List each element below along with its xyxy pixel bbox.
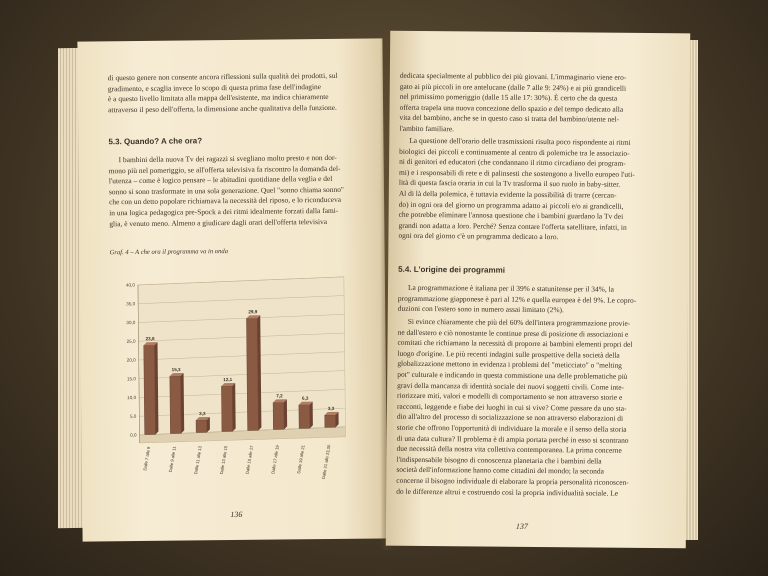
right-paragraph-4-line: luogo d'origine. Le più recenti indagini sulle prospettive della società della [397, 348, 620, 360]
right-paragraph-4-line: Si evince chiaramente che più del 60% dell'intera programmazione provie- [407, 316, 631, 328]
right-paragraph-4-line: due necessità della nostra vita collettiva contemporanea. La prima concerne [396, 443, 622, 455]
left-paragraph [109, 153, 372, 230]
right-paragraph-2-line: do) in ogni ora del giorno un programma adatto ai piccoli e/o ai grandicelli, [398, 199, 624, 211]
y-tick-label: 15,0 [126, 376, 136, 382]
chart-caption: Graf. 4 – A che ora il programma va in onda [109, 248, 229, 257]
y-tick-label: 35,0 [126, 301, 136, 307]
page-number-left: 136 [230, 509, 243, 520]
right-paragraph-2-line: lità di questa fascia oraria in cui la Tv trasforma il suo ruolo in baby-sitter. [398, 178, 621, 190]
right-paragraph-2-line: grandi non adatta a loro. Perché? Senza contare l'offerta satellitare, infatti, in [398, 220, 627, 232]
y-tick-label: 10,0 [127, 395, 137, 401]
bar [273, 402, 284, 429]
x-category-label: Dalle 17 alle 19 [270, 444, 280, 475]
data-label: 3,3 [199, 411, 206, 417]
y-tick-label: 25,0 [126, 338, 136, 344]
right-paragraph-4-line: do le differenze altrui e costruendo così la propria individualità sociale. Le [396, 486, 619, 498]
right-paragraph-3-line: La programmazione è italiana per il 39% e statunitense per il 34%, la [407, 282, 615, 294]
data-label: 7,2 [276, 393, 283, 399]
right-paragraph-2-line: mi) e i responsabili di rete e di palinsesti che sostengono a livello europeo l'uti- [398, 167, 635, 179]
right-intro-line: l'ambito familiare. [399, 123, 455, 134]
bar-side [232, 383, 236, 431]
right-paragraph-4-line: gravi della mancanza di identità sociale dei nuovi soggetti civili. Come inte- [397, 380, 625, 392]
right-intro-line: nel primissimo pomeriggio (dalle 15 alle 17: 30%). È certo che da questa [399, 91, 618, 103]
right-paragraph-3 [398, 283, 670, 317]
right-intro-line: dedicata specialmente al pubblico dei più giovani. L'immaginario viene ero- [399, 70, 627, 82]
x-category-label: Dalle 21 alle 23,30 [320, 444, 332, 480]
right-paragraph-2-line: ni di genitori ed educatori (che condannano il ritmo circadiano dei program- [399, 156, 626, 168]
data-label: 15,3 [171, 367, 181, 373]
bar [299, 405, 310, 429]
bar [144, 345, 156, 434]
x-category-label: Dalle 11 alle 13 [193, 445, 203, 475]
right-paragraph-4-line: storie che offrono l'opportunità di individuare la morale e il senso della storia [396, 422, 627, 434]
data-label: 29,9 [248, 309, 258, 315]
section-heading-5-3: 5.3. Quando? A che ora? [108, 136, 203, 147]
right-paragraph-4-line: comitati che richiamano la necessità di proporre ai bambini elementi propri del [397, 337, 633, 350]
y-tick-label: 20,0 [126, 357, 136, 363]
data-label: 12,1 [223, 377, 233, 383]
y-tick-label: 5,0 [129, 413, 137, 419]
right-paragraph-2-line: La questione dell'orario delle trasmissioni risulta poco rispondente ai ritmi [409, 135, 631, 147]
data-label: 3,3 [327, 405, 335, 412]
right-paragraph-4-line: pot" culturale e indicando in questa commistione una delle problematiche più [397, 369, 628, 381]
x-category-label: Dalle 15 alle 17 [244, 445, 255, 475]
x-category-label: Dalle 9 alle 11 [167, 445, 177, 473]
page-number-right: 137 [515, 521, 528, 531]
right-paragraph-3-line: duzioni con l'estero sono in numero assai limitato (2%). [397, 303, 564, 315]
data-label: 6,3 [301, 395, 309, 401]
right-intro-line: gato ai più piccoli in ore antelucane (dalle 7 alle 9: 24%) e ai più grandicelli [399, 81, 627, 93]
x-category-label: Dalle 7 alle 9 [142, 446, 152, 471]
bar-chart [112, 267, 354, 498]
bar-side [284, 399, 287, 429]
bar [221, 386, 232, 431]
bar-side [181, 373, 185, 433]
right-paragraph-4 [396, 317, 670, 499]
right-intro-line: offerta trapela una nuova concezione dello spazio e del tempo dedicato alla [399, 102, 624, 114]
left-paragraph-line: in una logica pedagogica pre-Spock a dei ritmi idealmente forzati dalla fami- [109, 205, 339, 218]
right-paragraph-4-line: globalizzazione mettono in evidenza i problemi del "meticciato" o "melting [397, 359, 622, 371]
data-label: 23,8 [145, 336, 155, 342]
left-intro-line: di questo genere non consente ancora riflessioni sulla qualità dei prodotti, sul [107, 70, 338, 83]
right-page [386, 31, 690, 549]
right-paragraph-2-line: biologici dei piccoli e continuamente al centro di polemiche tra le associazio- [399, 146, 630, 158]
left-paragraph-line: l'utenza – come è logico pensare – le abitudini quotidiane della veglia e del [108, 174, 333, 186]
x-category-label: Dalle 13 alle 15 [218, 445, 229, 475]
right-paragraph-4-line: dio all'altro del processo di socializzazione se non attraverso elaborazioni di [396, 412, 624, 424]
right-paragraph-4-line: l'indispensabile bisogno di conoscenza planetaria che i bambini della [396, 454, 602, 466]
section-heading-5-4: 5.4. L'origine dei programmi [398, 264, 506, 275]
right-intro-text [399, 71, 672, 137]
left-paragraph-line: che con un detto popolare richiamava la necessità del riposo, e lo riconduceva [109, 195, 342, 207]
bar [170, 376, 181, 433]
bar [246, 318, 258, 430]
right-paragraph-2-line: ogni ora del giorno c'è un programma dedicato a loro. [398, 231, 559, 242]
left-page [77, 38, 387, 541]
right-paragraph-2-line: che potrebbe eliminare l'annosa questione che i bambini guardano la Tv dei [398, 209, 624, 221]
left-intro-line: è a questo livello limitata alla mappa dell'esistente, ma indica chiaramente [107, 92, 329, 104]
y-tick-label: 0,0 [130, 432, 137, 438]
right-paragraph-3-line: programmazione giapponese è pari al 12% e quella europea è del 9%. Le copro- [397, 293, 637, 305]
right-paragraph-4-line: riorizzare miti, valori e modelli di comportamento se non attraverso storie e [397, 390, 623, 402]
left-intro-text [108, 71, 370, 116]
left-paragraph-line: mono più nel pomeriggio, se all'offerta televisiva fa riscontro la domanda del- [108, 163, 341, 175]
right-paragraph-2 [398, 136, 671, 244]
right-paragraph-4-line: concerne il bisogno individuale di elaborare la propria personalità riconoscen- [396, 475, 629, 487]
bar-side [310, 402, 313, 429]
bar [325, 415, 336, 427]
y-tick-label: 40,0 [125, 282, 135, 288]
right-paragraph-4-line: racconti, leggende e fiabe dei luoghi in cui si vive? Come passare da uno sta- [396, 401, 627, 413]
y-tick-label: 30,0 [126, 320, 136, 326]
right-paragraph-4-line: ne dall'estero e ciò nonostante le continue prese di posizione di associazioni e [397, 327, 629, 339]
left-paragraph-line: sonno si sono trasformate in una sola generazione. Quel "sonno chiama sonno" [108, 184, 344, 197]
right-paragraph-4-line: di una data cultura? Il problema è di ampia portata perché in esso si scontrano [396, 433, 629, 445]
left-paragraph-line: I bambini della nuova Tv dei ragazzi si svegliano molto presto e non dor- [118, 152, 337, 165]
right-paragraph-2-line: Al di là della polemica, è tuttavia evidente la possibilità di trarre (cercan- [398, 188, 617, 200]
bar [196, 420, 207, 432]
left-intro-line: attraverso il peso dell'offerta, la dimensione anche qualitativa della funzione. [108, 102, 337, 115]
bar-chart-svg [112, 267, 354, 498]
right-intro-line: vita del bambino, anche se in questo caso si tratta del bambino/utente nel- [399, 113, 620, 125]
left-intro-line: gradimento, e scaglia invece lo scopo di questa prima fase dell'indagine [107, 81, 322, 93]
right-paragraph-4-line: società dell'informazione hanno come cittadini del mondo; la seconda [396, 465, 604, 476]
left-paragraph-line: glia, è venuto meno. Almeno a giudicare dagli orari dell'offerta televisiva [109, 216, 328, 228]
x-category-label: Dalle 19 alle 21 [296, 444, 306, 474]
